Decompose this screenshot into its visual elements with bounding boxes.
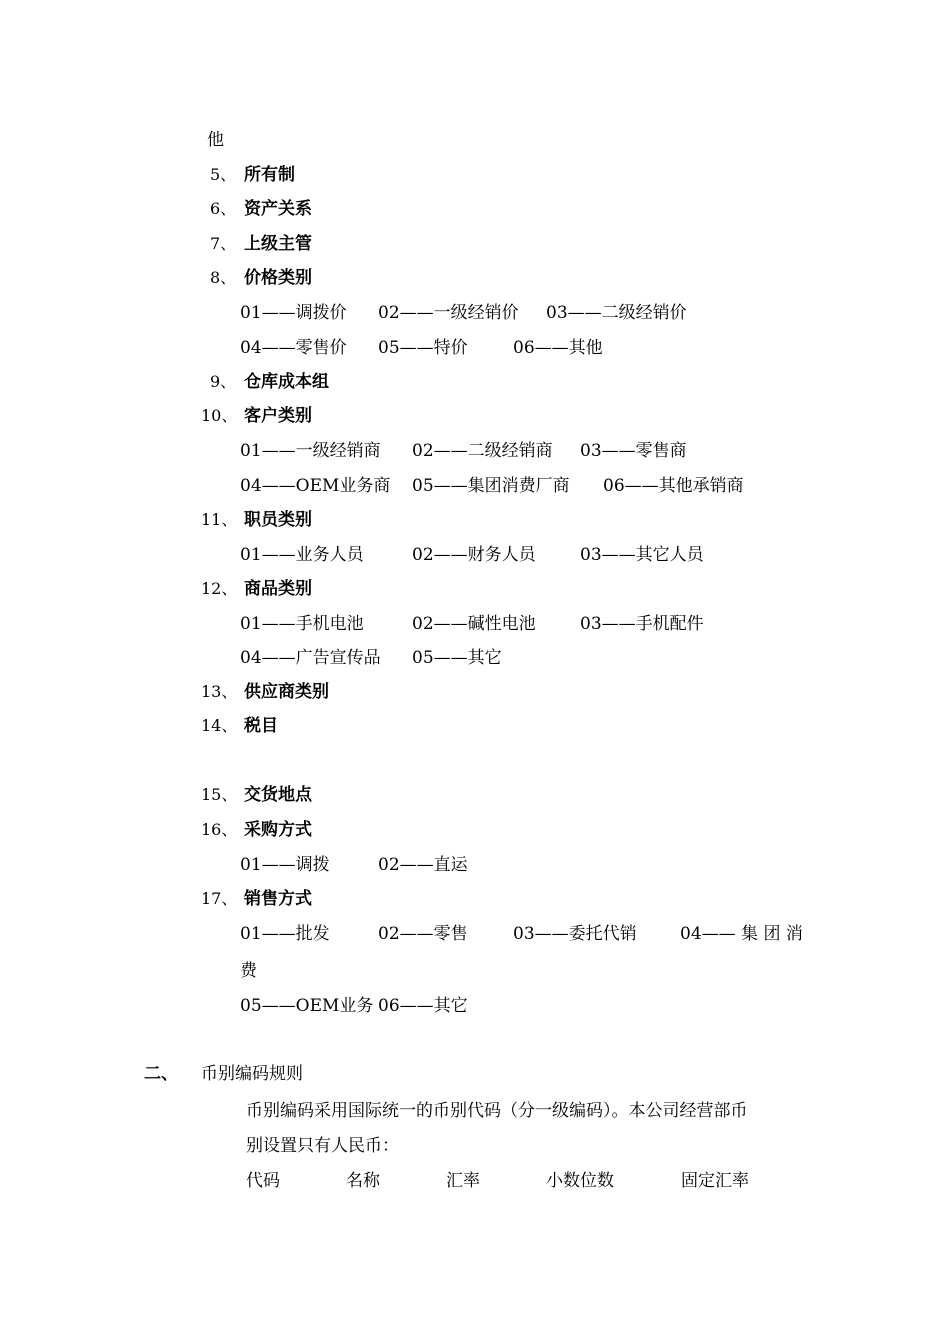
- sales-option: 04—— 集 团 消: [680, 924, 803, 944]
- price-option: 04——零售价: [240, 338, 347, 358]
- goods-option: 01——手机电池: [240, 614, 364, 634]
- item-title-staff-type: 职员类别: [244, 510, 312, 530]
- staff-option: 02——财务人员: [412, 545, 536, 565]
- price-option: 01——调拨价: [240, 303, 347, 323]
- item-title-delivery-place: 交货地点: [244, 785, 312, 805]
- staff-option: 03——其它人员: [580, 545, 704, 565]
- customer-option: 01——一级经销商: [240, 441, 381, 461]
- purchase-option: 02——直运: [378, 855, 468, 875]
- column-header: 小数位数: [546, 1171, 614, 1191]
- price-option: 03——二级经销价: [546, 303, 687, 323]
- goods-option: 02——碱性电池: [412, 614, 536, 634]
- customer-option: 05——集团消费厂商: [412, 476, 570, 496]
- sales-option-wrap: 费: [240, 961, 257, 981]
- sales-option: 01——批发: [240, 924, 330, 944]
- item-number: 14、: [201, 716, 238, 735]
- item-title-warehouse-cost: 仓库成本组: [244, 372, 329, 392]
- purchase-option: 01——调拨: [240, 855, 330, 875]
- item-title-customer-type: 客户类别: [244, 406, 312, 426]
- item-number: 15、: [201, 785, 238, 804]
- goods-option: 03——手机配件: [580, 614, 704, 634]
- sales-option: 03——委托代销: [513, 924, 637, 944]
- sales-option: 06——其它: [378, 996, 468, 1016]
- column-header: 代码: [246, 1171, 280, 1191]
- sales-option: 02——零售: [378, 924, 468, 944]
- item-title-asset-relation: 资产关系: [244, 199, 312, 219]
- section-number: 二、: [144, 1064, 178, 1084]
- item-number: 10、: [201, 406, 238, 425]
- item-title-sales-mode: 销售方式: [244, 889, 312, 909]
- customer-option: 06——其他承销商: [603, 476, 744, 496]
- item-title-goods-type: 商品类别: [244, 579, 312, 599]
- continued-text: 他: [207, 130, 224, 150]
- item-number: 16、: [201, 820, 238, 839]
- customer-option: 03——零售商: [580, 441, 687, 461]
- staff-option: 01——业务人员: [240, 545, 364, 565]
- goods-option: 04——广告宣传品: [240, 648, 381, 668]
- item-number: 6、: [210, 199, 237, 218]
- price-option: 02——一级经销价: [378, 303, 519, 323]
- item-number: 8、: [210, 268, 237, 287]
- item-title-superior: 上级主管: [244, 234, 312, 254]
- goods-option: 05——其它: [412, 648, 502, 668]
- price-option: 05——特价: [378, 338, 468, 358]
- section-title: 币别编码规则: [201, 1064, 303, 1084]
- item-number: 5、: [210, 165, 237, 184]
- item-number: 13、: [201, 682, 238, 701]
- item-number: 9、: [210, 372, 237, 391]
- item-number: 12、: [201, 579, 238, 598]
- item-title-supplier-type: 供应商类别: [244, 682, 329, 702]
- price-option: 06——其他: [513, 338, 603, 358]
- column-header: 名称: [346, 1171, 380, 1191]
- section-paragraph-line1: 币别编码采用国际统一的币别代码（分一级编码）。本公司经营部币: [246, 1101, 748, 1121]
- section-paragraph-line2: 别设置只有人民币：: [246, 1136, 399, 1156]
- column-header: 固定汇率: [681, 1171, 749, 1191]
- item-number: 17、: [201, 889, 238, 908]
- item-number: 11、: [201, 510, 238, 529]
- item-title-tax: 税目: [244, 716, 278, 736]
- item-title-purchase-mode: 采购方式: [244, 820, 312, 840]
- customer-option: 02——二级经销商: [412, 441, 553, 461]
- item-number: 7、: [210, 234, 237, 253]
- item-title-price-type: 价格类别: [244, 268, 312, 288]
- item-title-ownership: 所有制: [244, 165, 295, 185]
- sales-option: 05——OEM业务: [240, 996, 374, 1016]
- customer-option: 04——OEM业务商: [240, 476, 391, 496]
- column-header: 汇率: [446, 1171, 480, 1191]
